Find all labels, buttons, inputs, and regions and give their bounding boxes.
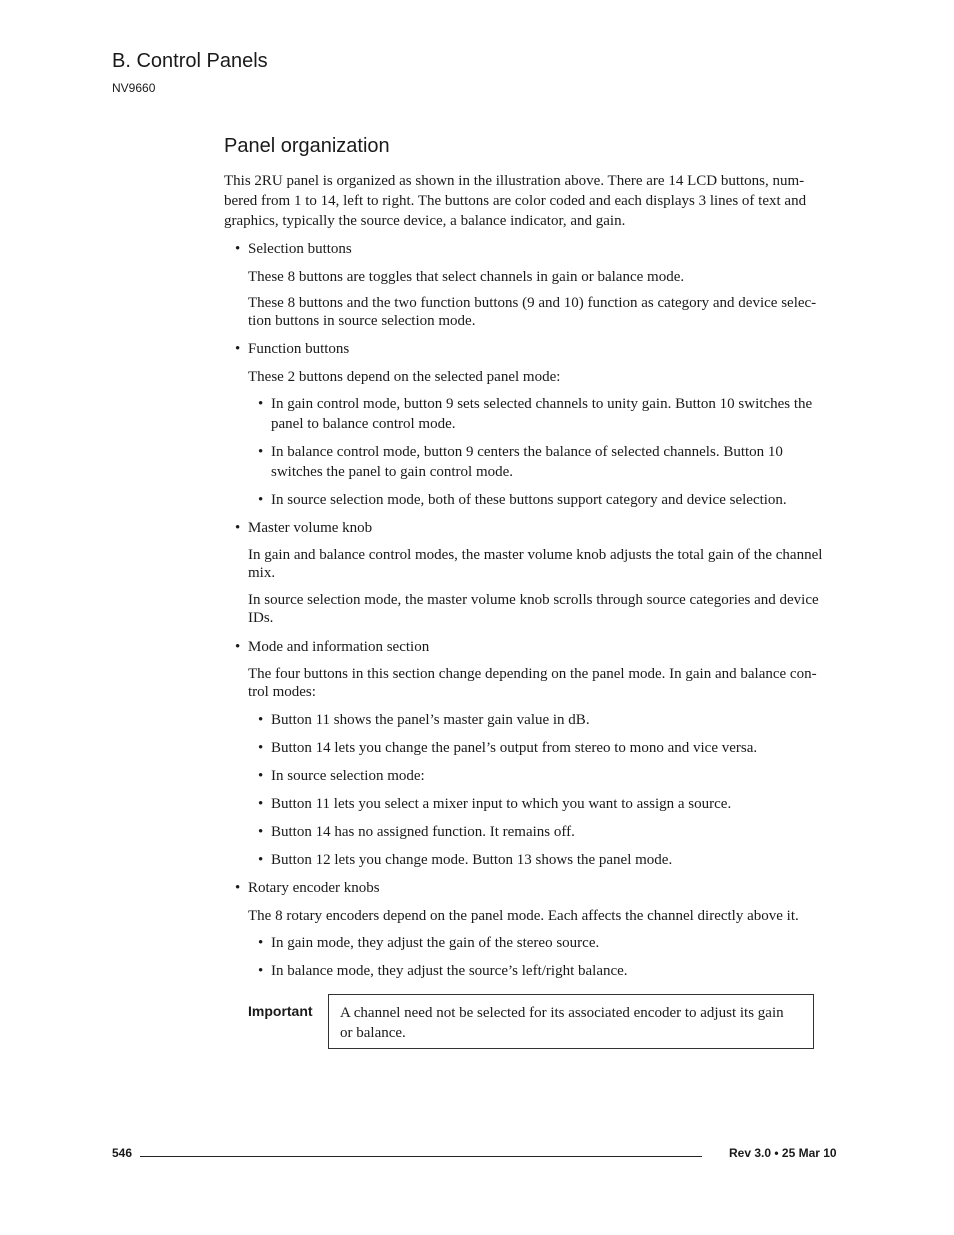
intro-line-1: This 2RU panel is organized as shown in the illustration above. There are 14 LCD buttons, num- [224,173,805,189]
chapter-title: B. Control Panels [112,50,268,72]
sub-bullet-marker: • [258,852,264,868]
important-note-line-1: A channel need not be selected for its associated encoder to adjust its gain [340,1005,784,1021]
function-item-1-line-2: panel to balance control mode. [271,416,456,432]
bullet-marker: • [235,639,241,655]
bullet-mode-information-section: Mode and information section [248,639,430,655]
sub-bullet-marker: • [258,712,264,728]
sub-bullet-marker: • [258,963,264,979]
bullet-marker: • [235,520,241,536]
function-item-1-line-1: In gain control mode, button 9 sets selected channels to unity gain. Button 10 switches the [271,396,813,412]
page-number: 546 [112,1146,133,1160]
sub-bullet-marker: • [258,824,264,840]
mode-item: Button 14 lets you change the panel’s output from stereo to mono and vice versa. [271,740,758,756]
rotary-paragraph: The 8 rotary encoders depend on the panel mode. Each affects the channel directly above it. [248,908,799,924]
sub-bullet-marker: • [258,740,264,756]
sub-bullet-marker: • [258,935,264,951]
function-paragraph: These 2 buttons depend on the selected panel mode: [248,369,561,385]
mode-item: In source selection mode: [271,768,425,784]
function-item-2-line-2: switches the panel to gain control mode. [271,464,514,480]
selection-paragraph-1: These 8 buttons are toggles that select channels in gain or balance mode. [248,269,685,285]
rotary-item: In gain mode, they adjust the gain of the stereo source. [271,935,600,951]
mode-paragraph-line-1: The four buttons in this section change depending on the panel mode. In gain and balance con- [248,666,817,682]
bullet-marker: • [235,341,241,357]
sub-bullet-marker: • [258,444,264,460]
mode-item: Button 11 lets you select a mixer input to which you want to assign a source. [271,796,732,812]
footer-divider [140,1156,702,1157]
sub-bullet-marker: • [258,396,264,412]
mode-paragraph-line-2: trol modes: [248,684,316,700]
mode-item: Button 11 shows the panel’s master gain value in dB. [271,712,590,728]
revision-date: Rev 3.0 • 25 Mar 10 [729,1146,837,1160]
selection-paragraph-2-line-2: tion buttons in source selection mode. [248,313,476,329]
volume-paragraph-2-line-1: In source selection mode, the master volume knob scrolls through source categories and device [248,592,819,608]
volume-paragraph-2-line-2: IDs. [248,610,274,626]
sub-bullet-marker: • [258,768,264,784]
important-note-text [340,1003,808,1043]
bullet-marker: • [235,880,241,896]
section-title: Panel organization [224,135,390,157]
important-note-box [328,994,814,1049]
volume-paragraph-1-line-1: In gain and balance control modes, the master volume knob adjusts the total gain of the channel [248,547,823,563]
bullet-function-buttons: Function buttons [248,341,350,357]
intro-line-3: graphics, typically the source device, a balance indicator, and gain. [224,213,626,229]
rotary-item: In balance mode, they adjust the source’s left/right balance. [271,963,628,979]
important-label: Important [248,1003,313,1019]
volume-paragraph-1-line-2: mix. [248,565,276,581]
bullet-marker: • [235,241,241,257]
sub-bullet-marker: • [258,492,264,508]
mode-item: Button 12 lets you change mode. Button 13 shows the panel mode. [271,852,673,868]
bullet-master-volume-knob: Master volume knob [248,520,373,536]
bullet-rotary-encoder-knobs: Rotary encoder knobs [248,880,380,896]
intro-line-2: bered from 1 to 14, left to right. The buttons are color coded and each displays 3 lines of text and [224,193,807,209]
function-item-3: In source selection mode, both of these buttons support category and device selection. [271,492,787,508]
important-note-line-2: or balance. [340,1025,406,1041]
bullet-selection-buttons: Selection buttons [248,241,352,257]
sub-bullet-marker: • [258,796,264,812]
function-item-2-line-1: In balance control mode, button 9 centers the balance of selected channels. Button 10 [271,444,783,460]
product-name: NV9660 [112,81,156,95]
selection-paragraph-2-line-1: These 8 buttons and the two function buttons (9 and 10) function as category and device selec- [248,295,817,311]
mode-item: Button 14 has no assigned function. It remains off. [271,824,575,840]
